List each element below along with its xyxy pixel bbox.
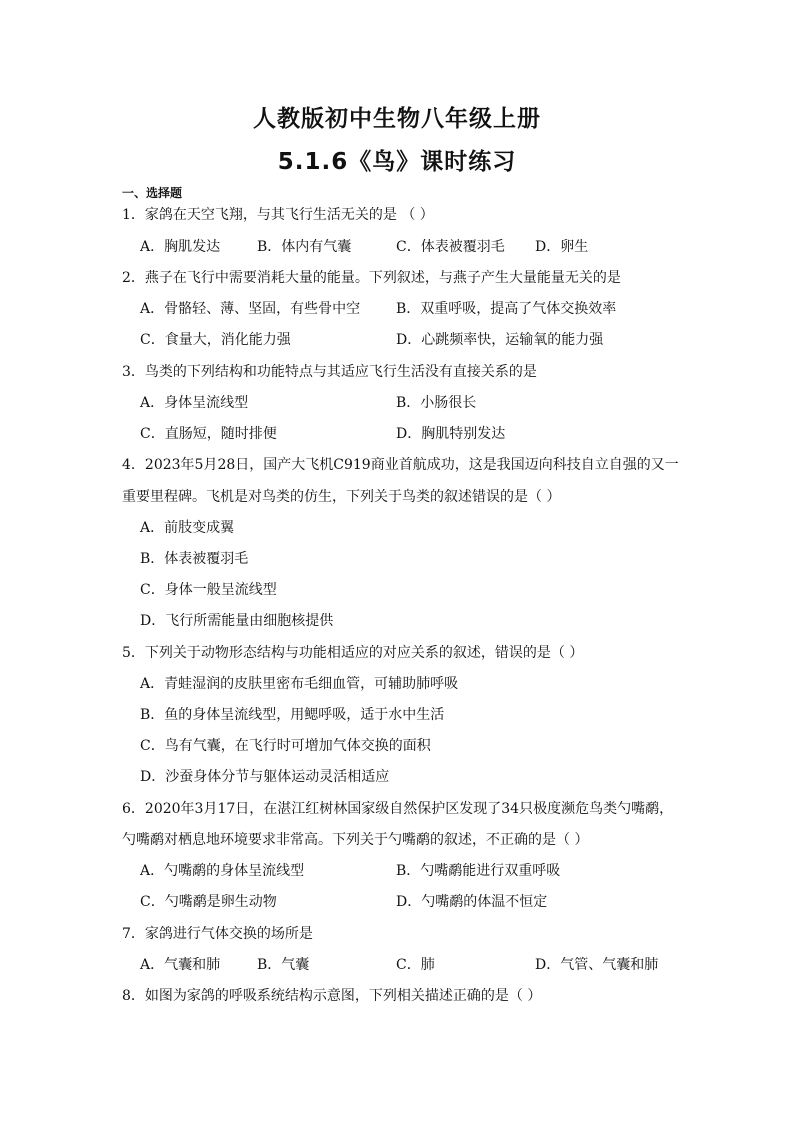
q2-option-c: C．食量大，消化能力强 (140, 332, 291, 348)
q5-option-d: D．沙蚕身体分节与躯体运动灵活相适应 (140, 769, 390, 785)
q3-option-d: D．胸肌特别发达 (396, 426, 506, 442)
q4-option-c: C．身体一般呈流线型 (140, 582, 277, 598)
q1-option-d: D．卵生 (535, 239, 589, 255)
q6-option-d: D．勺嘴鹬的体温不恒定 (396, 894, 548, 910)
q2-option-d: D．心跳频率快，运输氧的能力强 (396, 332, 604, 348)
question-5-stem: 5．下列关于动物形态结构与功能相适应的对应关系的叙述，错误的是（ ） (122, 645, 584, 661)
q1-option-a: A．胸肌发达 (140, 239, 221, 255)
question-8-stem: 8．如图为家鸽的呼吸系统结构示意图，下列相关描述正确的是（ ） (122, 988, 542, 1004)
q1-option-b: B．体内有气囊 (257, 239, 352, 255)
q6-option-c: C．勺嘴鹬是卵生动物 (140, 894, 277, 910)
q3-option-a: A．身体呈流线型 (140, 395, 249, 411)
q3-option-b: B．小肠很长 (396, 395, 477, 411)
q2-option-a: A．骨骼轻、薄、坚固，有些骨中空 (140, 301, 361, 317)
q5-option-c: C．鸟有气囊，在飞行时可增加气体交换的面积 (140, 738, 431, 754)
question-4-stem-line2: 重要里程碑。飞机是对鸟类的仿生，下列关于鸟类的叙述错误的是（ ） (122, 489, 561, 505)
question-6-stem-line2: 勺嘴鹬对栖息地环境要求非常高。下列关于勺嘴鹬的叙述，不正确的是（ ） (122, 832, 589, 848)
question-7-stem: 7．家鸽进行气体交换的场所是 (122, 926, 313, 942)
q7-option-a: A．气囊和肺 (140, 957, 221, 973)
q5-option-b: B．鱼的身体呈流线型，用鳃呼吸，适于水中生活 (140, 707, 445, 723)
question-4-stem-line1: 4．2023年5月28日，国产大飞机C919商业首航成功，这是我国迈向科技自立自强的又一 (122, 457, 679, 473)
q7-option-d: D．气管、气囊和肺 (535, 957, 659, 973)
q3-option-c: C．直肠短，随时排便 (140, 426, 277, 442)
q6-option-b: B．勺嘴鹬能进行双重呼吸 (396, 863, 561, 879)
question-3-stem: 3．鸟类的下列结构和功能特点与其适应飞行生活没有直接关系的是 (122, 364, 537, 380)
q2-option-b: B．双重呼吸，提高了气体交换效率 (396, 301, 617, 317)
q4-option-d: D．飞行所需能量由细胞核提供 (140, 613, 334, 629)
doc-title: 人教版初中生物八年级上册 (253, 106, 541, 132)
question-1-stem: 1．家鸽在天空飞翔，与其飞行生活无关的是 （ ） (122, 207, 434, 223)
q5-option-a: A．青蛙湿润的皮肤里密布毛细血管，可辅助肺呼吸 (140, 676, 459, 692)
q4-option-a: A．前肢变成翼 (140, 520, 235, 536)
q7-option-c: C．肺 (396, 957, 435, 973)
q6-option-a: A．勺嘴鹬的身体呈流线型 (140, 863, 305, 879)
q4-option-b: B．体表被覆羽毛 (140, 551, 249, 567)
question-2-stem: 2．燕子在飞行中需要消耗大量的能量。下列叙述，与燕子产生大量能量无关的是 (122, 270, 621, 286)
doc-subtitle: 5.1.6《鸟》课时练习 (277, 149, 517, 175)
q1-option-c: C．体表被覆羽毛 (396, 239, 505, 255)
q7-option-b: B．气囊 (257, 957, 310, 973)
section-heading: 一、选择题 (122, 186, 183, 200)
question-6-stem-line1: 6．2020年3月17日，在湛江红树林国家级自然保护区发现了34只极度濒危鸟类勺嘴鹬， (122, 801, 674, 817)
